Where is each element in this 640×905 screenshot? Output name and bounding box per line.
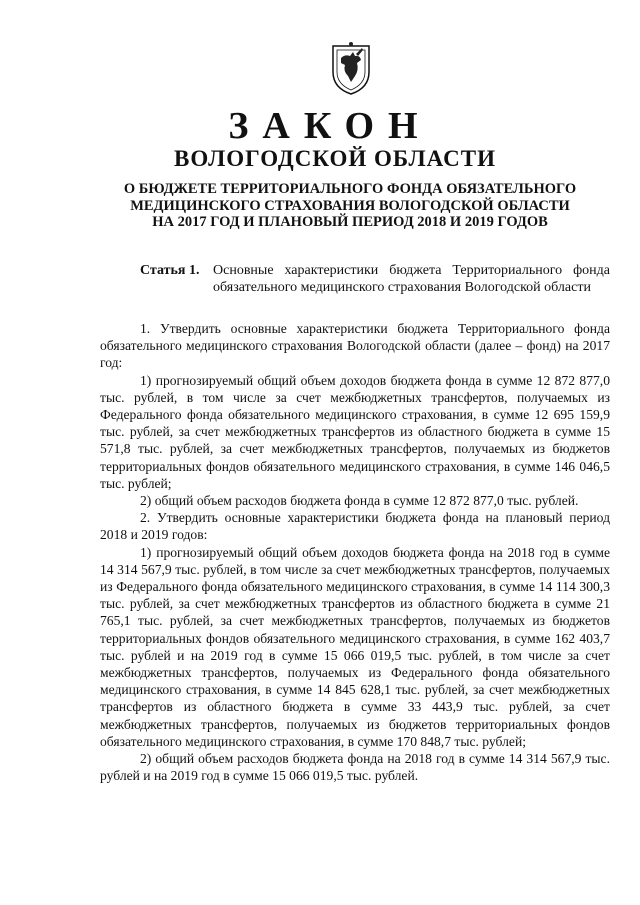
article-title: Основные характеристики бюджета Территориального фонда обязательного медицинского страхования Вологодской области [213,263,610,295]
paragraph: 2) общий объем расходов бюджета фонда на 2018 год в сумме 14 314 567,9 тыс. рублей и на 2019 год в сумме 15 066 019,5 тыс. рублей. [100,751,610,784]
document-region: ВОЛОГОДСКОЙ ОБЛАСТИ [174,146,496,171]
article-heading [100,262,610,296]
paragraph: 2) общий объем расходов бюджета фонда в сумме 12 872 877,0 тыс. рублей. [140,493,579,509]
coat-of-arms-icon [329,40,373,96]
paragraph: 2. Утвердить основные характеристики бюджета фонда на плановый период 2018 и 2019 годов: [100,510,610,543]
paragraph: 1) прогнозируемый общий объем доходов бюджета фонда в сумме 12 872 877,0 тыс. рублей, в том числе за счет межбюджетных трансфертов, получаемых из Федерального фонда обязательного медицинского страхования, в сумме 12 695 159,9 тыс. рублей, за счет межбюджетных трансфертов из областного бюджета в сумме 15 571,8 тыс. рублей, за счет межбюджетных трансфертов, получаемых из бюджетов территориальных фондов обязательного медицинского страхования, в сумме 146 046,5 тыс. рублей; [100,372,610,491]
paragraph: 1) прогнозируемый общий объем доходов бюджета фонда на 2018 год в сумме 14 314 567,9 тыс. рублей, в том числе за счет межбюджетных трансфертов, получаемых из Федерального фонда обязательного медицинского страхования, в сумме 14 114 300,3 тыс. рублей, за счет межбюджетных трансфертов из областного бюджета в сумме 21 765,1 тыс. рублей, за счет межбюджетных трансфертов, получаемых из бюджетов территориальных фондов обязательного медицинского страхования, в сумме 162 403,7 тыс. рублей и на 2019 год в сумме 15 066 019,5 тыс. рублей, в том числе за счет межбюджетных трансфертов, получаемых из Федерального фонда обязательного медицинского страхования, в сумме 14 845 628,1 тыс. рублей, за счет межбюджетных трансфертов из областного бюджета в сумме 33 443,9 тыс. рублей, за счет межбюджетных трансфертов, получаемых из бюджетов территориальных фондов обязательного медицинского страхования, в сумме 170 848,7 тыс. рублей; [100,544,610,749]
article-body [100,320,610,784]
article-label: Статья 1. [140,263,200,278]
document-title: ЗАКОН [228,105,432,147]
paragraph: 1. Утвердить основные характеристики бюджета Территориального фонда обязательного медицинского страхования Вологодской области (далее – фонд) на 2017 год: [100,321,610,371]
document-subtitle: О БЮДЖЕТЕ ТЕРРИТОРИАЛЬНОГО ФОНДА ОБЯЗАТЕЛЬНОГО МЕДИЦИНСКОГО СТРАХОВАНИЯ ВОЛОГОДСКОЙ ОБЛАСТИ НА 2017 ГОД И ПЛАНОВЫЙ ПЕРИОД 2018 И 2019 ГОДОВ [123,181,577,230]
